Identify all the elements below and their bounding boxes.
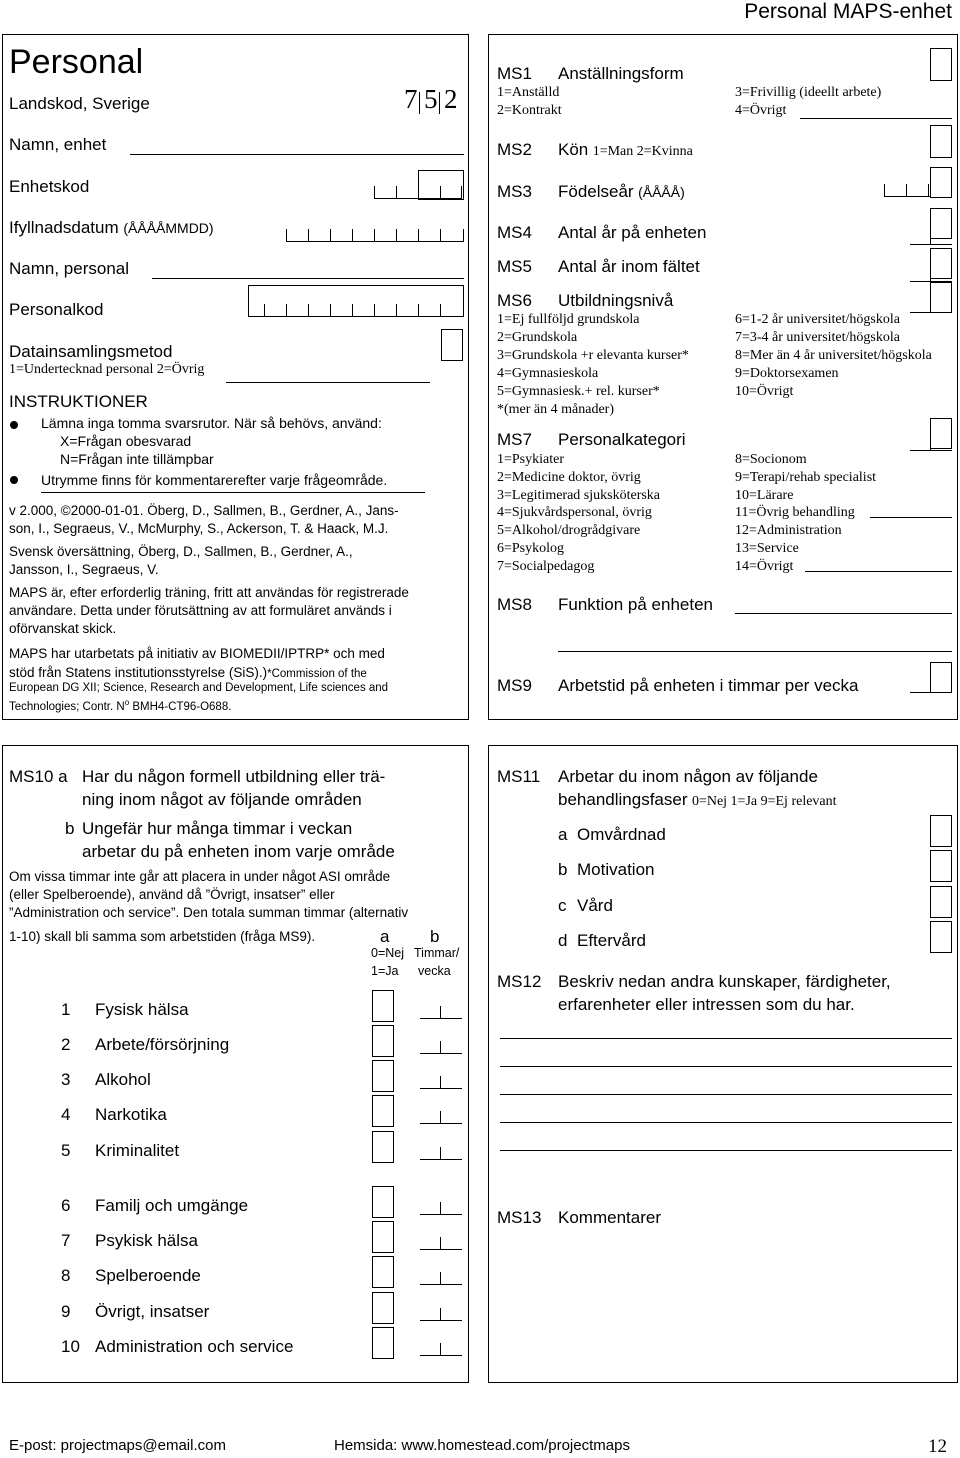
ms10b-line-1: Ungefär hur många timmar i veckan: [82, 819, 353, 838]
option-item: 2=Medicine doktor, övrig: [497, 469, 641, 485]
ms10-item-number: 1: [61, 1000, 71, 1019]
ms8-field[interactable]: [735, 613, 952, 614]
ms10-answer-a-box[interactable]: [372, 1060, 394, 1092]
ms10-answer-a-box[interactable]: [372, 1025, 394, 1057]
maps-notice-6: European DG XII; Science, Research and Development, Life sciences and: [9, 682, 389, 694]
personalkod-field[interactable]: [264, 300, 464, 317]
maps-notice-3: oförvanskat skick.: [9, 621, 117, 636]
ms10b-line-2: arbetar du på enheten inom varje område: [82, 842, 395, 861]
ms12-answer-line[interactable]: [500, 1150, 952, 1151]
namn-personal-label: Namn, personal: [9, 259, 130, 278]
ms2-title: Kön 1=Man 2=Kvinna: [558, 140, 693, 159]
ms10-answer-a-box[interactable]: [372, 1186, 394, 1218]
ms10-answer-a-box[interactable]: [372, 990, 394, 1022]
namn-enhet-label: Namn, enhet: [9, 135, 107, 154]
instruction-1: Lämna inga tomma svarsrutor. När så behövs, använd:: [41, 415, 382, 431]
option-item: 1=Ej fullföljd grundskola: [497, 312, 640, 327]
ms10-item-label: Alkohol: [95, 1070, 151, 1089]
ms10-answer-a-box[interactable]: [372, 1131, 394, 1163]
page-title: Personal: [9, 43, 144, 81]
ms11-answer-box[interactable]: [930, 886, 952, 918]
citation-line-2: son, I., Segraeus, V., McMurphy, S., Ackerson, T. & Haack, M.J.: [9, 521, 389, 536]
ms12-line-2: erfarenheter eller intressen som du har.: [558, 995, 855, 1014]
ms4-code: MS4: [497, 223, 532, 242]
ms10-item-number: 9: [61, 1302, 71, 1321]
datainsamling-options: 1=Undertecknad personal 2=Övrig: [9, 362, 205, 377]
ms10-item-label: Spelberoende: [95, 1266, 201, 1285]
maps-notice-7: Technologies; Contr. $N^o$ BMH4-CT96-O688.: [9, 698, 232, 713]
col-b-header: b: [430, 927, 440, 946]
maps-notice-5: stöd från Statens institutionsstyrelse (SiS).)*Commission of the: [9, 665, 367, 680]
ms10-answer-b-field[interactable]: [420, 1339, 462, 1356]
ms10-answer-b-field[interactable]: [420, 1268, 462, 1285]
datainsamling-box[interactable]: [441, 329, 463, 361]
country-code: 7 5 2: [404, 84, 458, 114]
option-item: 11=Övrig behandling: [735, 505, 855, 521]
ms6-options-left: [497, 311, 689, 419]
ms8-field-2[interactable]: [558, 651, 952, 652]
ms10-item-number: 3: [61, 1070, 71, 1089]
option-item: 1=Psykiater: [497, 452, 564, 467]
citation-line-3: Svensk översättning, Öberg, D., Sallmen, B., Gerdner, A.,: [9, 544, 353, 559]
ms10-item-number: 8: [61, 1266, 71, 1285]
ifyllnadsdatum-field[interactable]: [286, 225, 464, 242]
ms10-item-label: Övrigt, insatser: [95, 1302, 210, 1321]
ms9-code: MS9: [497, 676, 532, 695]
ms10-answer-a-box[interactable]: [372, 1327, 394, 1359]
ms13-code: MS13: [497, 1208, 542, 1227]
ms10-note-3: ”Administration och service”. Den totala summan timmar (alternativ: [9, 905, 409, 920]
ms10-item-label: Arbete/försörjning: [95, 1035, 230, 1054]
option-item: 4=Gymnasieskola: [497, 366, 599, 381]
ms12-answer-line[interactable]: [500, 1066, 952, 1067]
ms2-box[interactable]: [930, 125, 952, 158]
ms12-code: MS12: [497, 972, 542, 991]
option-item: 5=Alkohol/drogrådgivare: [497, 523, 641, 539]
ms10-note-4: 1-10) skall bli samma som arbetstiden (fråga MS9).: [9, 929, 316, 944]
ms11-line-2: behandlingsfaser 0=Nej 1=Ja 9=Ej relevant: [558, 790, 837, 809]
ms4-title: Antal år på enheten: [558, 223, 707, 242]
citation-line-4: Jansson, I., Segraeus, V.: [9, 562, 159, 577]
ms11-item-label: Omvårdnad: [577, 825, 666, 844]
ms11-item-letter: d: [558, 931, 568, 950]
ms11-answer-box[interactable]: [930, 850, 952, 882]
option-item: 7=Socialpedagog: [497, 558, 595, 574]
namn-personal-field[interactable]: [152, 278, 464, 279]
ms10-item-label: Psykisk hälsa: [95, 1231, 198, 1250]
option-item: 9=Doktorsexamen: [735, 366, 839, 381]
ms10-item-label: Fysisk hälsa: [95, 1000, 189, 1019]
ms1-code: MS1: [497, 64, 532, 83]
ms11-item-letter: c: [558, 896, 567, 915]
option-item: 5=Gymnasiesk.+ rel. kurser*: [497, 384, 660, 399]
datainsamling-label: Datainsamlingsmetod: [9, 342, 173, 361]
bullet-icon: [10, 421, 18, 429]
ms10-answer-b-field[interactable]: [420, 1072, 462, 1089]
col-a-header: a: [380, 927, 390, 946]
ms7-code: MS7: [497, 430, 532, 449]
ms10-item-label: Kriminalitet: [95, 1141, 180, 1160]
ms8-title: Funktion på enheten: [558, 595, 714, 614]
option-item: 8=Mer än 4 år universitet/högskola: [735, 348, 932, 363]
ms10-item-number: 5: [61, 1141, 71, 1160]
instruction-1a: X=Frågan obesvarad: [60, 433, 192, 449]
ms10-answer-b-field[interactable]: [420, 1233, 462, 1250]
ms10-item-number: 7: [61, 1231, 71, 1250]
ms10-note-1: Om vissa timmar inte går att placera in under något ASI område: [9, 869, 391, 884]
ms10-answer-a-box[interactable]: [372, 1095, 394, 1127]
landskod-label: Landskod, Sverige: [9, 94, 150, 113]
ms7-title: Personalkategori: [558, 430, 686, 449]
maps-notice-4: MAPS har utarbetats på initiativ av BIOMEDII/IPTRP* och med: [9, 646, 385, 661]
option-item: 6=Psykolog: [497, 540, 565, 556]
ms5-title: Antal år inom fältet: [558, 257, 700, 276]
ms13-title: Kommentarer: [558, 1208, 661, 1227]
ms10-answer-a-box[interactable]: [372, 1256, 394, 1288]
footer-email: E-post: projectmaps@email.com: [9, 1437, 226, 1454]
footer-website: Hemsida: www.homestead.com/projectmaps: [334, 1437, 630, 1454]
page-number: 12: [928, 1436, 947, 1457]
instruction-1b: N=Frågan inte tillämpbar: [60, 451, 214, 467]
ms5-code: MS5: [497, 257, 532, 276]
ms10-code: MS10 a: [9, 767, 68, 786]
ms10-answer-b-field[interactable]: [420, 1107, 462, 1124]
instructions-heading: INSTRUKTIONER: [9, 392, 148, 411]
ms10-item-label: Narkotika: [95, 1105, 167, 1124]
option-item: *(mer än 4 månader): [497, 402, 614, 417]
ms10a-line-2: ning inom något av följande områden: [82, 790, 362, 809]
option-item: 13=Service: [735, 540, 799, 556]
option-item: 8=Socionom: [735, 452, 807, 467]
ms1-box[interactable]: [930, 48, 952, 81]
option-item: 10=Lärare: [735, 487, 794, 503]
namn-enhet-field[interactable]: [130, 154, 464, 155]
option-item: 4=Sjukvårdspersonal, övrig: [497, 505, 652, 521]
ms3-box[interactable]: [930, 167, 952, 198]
ms10-item-label: Administration och service: [95, 1337, 294, 1356]
ms3-code: MS3: [497, 182, 532, 201]
ms3-title: Födelseår (ÅÅÅÅ): [558, 182, 685, 201]
option-item: 2=Grundskola: [497, 330, 578, 345]
ms11-item-label: Eftervård: [577, 931, 646, 950]
ms2-code: MS2: [497, 140, 532, 159]
ms10-item-number: 10: [61, 1337, 80, 1356]
ms12-line-1: Beskriv nedan andra kunskaper, färdigheter,: [558, 972, 891, 991]
ms10-answer-b-field[interactable]: [420, 1002, 462, 1019]
ms11-item-letter: a: [558, 825, 568, 844]
ifyllnadsdatum-label: Ifyllnadsdatum (ÅÅÅÅMMDD): [9, 218, 214, 237]
ms7-options-right: [735, 451, 876, 576]
panel-ms10: [2, 745, 469, 1383]
maps-notice-1: MAPS är, efter erforderlig träning, fritt att användas för registrerade: [9, 585, 409, 600]
ms11-answer-box[interactable]: [930, 815, 952, 847]
ms10-answer-b-field[interactable]: [420, 1198, 462, 1215]
bullet-icon: [10, 476, 18, 484]
option-item: 10=Övrigt: [735, 384, 794, 399]
ms10-item-number: 4: [61, 1105, 71, 1124]
citation-line-1: v 2.000, ©2000-01-01. Öberg, D., Sallmen, B., Gerdner, A., Jans-: [9, 503, 399, 518]
ms10-answer-b-field[interactable]: [420, 1304, 462, 1321]
ms7-options-left: [497, 451, 660, 576]
ms10-item-number: 6: [61, 1196, 71, 1215]
ms10-item-label: Familj och umgänge: [95, 1196, 249, 1215]
option-item: 3=Legitimerad sjuksköterska: [497, 487, 661, 503]
ms11-answer-box[interactable]: [930, 921, 952, 953]
enhetskod-label: Enhetskod: [9, 177, 90, 196]
ms9-title: Arbetstid på enheten i timmar per vecka: [558, 676, 859, 695]
enhetskod-field[interactable]: [374, 182, 462, 199]
ms6-title: Utbildningsnivå: [558, 291, 674, 310]
option-item: 3=Grundskola +r elevanta kurser*: [497, 348, 689, 363]
ms10a-line-1: Har du någon formell utbildning eller trä-: [82, 767, 386, 786]
ms10-answer-b-field[interactable]: [420, 1143, 462, 1160]
ms10-answer-a-box[interactable]: [372, 1221, 394, 1253]
option-item: 12=Administration: [735, 523, 842, 539]
ms6-code: MS6: [497, 291, 532, 310]
page-header-title: Personal MAPS-enhet: [744, 0, 952, 23]
ms10b-label: b: [65, 819, 75, 838]
ms12-answer-line[interactable]: [500, 1038, 952, 1039]
ms10-note-2: (eller Spelberoende), använd då ”Övrigt, insatser” eller: [9, 887, 335, 902]
option-item: 6=1-2 år universitet/högskola: [735, 312, 900, 327]
ms8-code: MS8: [497, 595, 532, 614]
ms6-options-right: [735, 311, 932, 401]
ms11-item-letter: b: [558, 860, 568, 879]
instruction-2: Utrymme finns för kommentarerefter varje frågeområde.: [41, 472, 388, 488]
option-item: 7=3-4 år universitet/högskola: [735, 330, 900, 345]
ms10-item-number: 2: [61, 1035, 71, 1054]
ms11-line-1: Arbetar du inom någon av följande: [558, 767, 818, 786]
ms10-answer-a-box[interactable]: [372, 1292, 394, 1324]
option-item: 14=Övrigt: [735, 558, 794, 574]
ms10-answer-b-field[interactable]: [420, 1037, 462, 1054]
option-item: 9=Terapi/rehab specialist: [735, 469, 877, 485]
ms12-answer-line[interactable]: [500, 1094, 952, 1095]
ms1-title: Anställningsform: [558, 64, 684, 83]
ms12-answer-line[interactable]: [500, 1122, 952, 1123]
ms11-code: MS11: [497, 767, 541, 786]
ms11-item-label: Vård: [577, 896, 613, 915]
personalkod-label: Personalkod: [9, 300, 104, 319]
maps-notice-2: användare. Detta under förutsättning av att formuläret används i: [9, 603, 392, 618]
ms11-item-label: Motivation: [577, 860, 655, 879]
